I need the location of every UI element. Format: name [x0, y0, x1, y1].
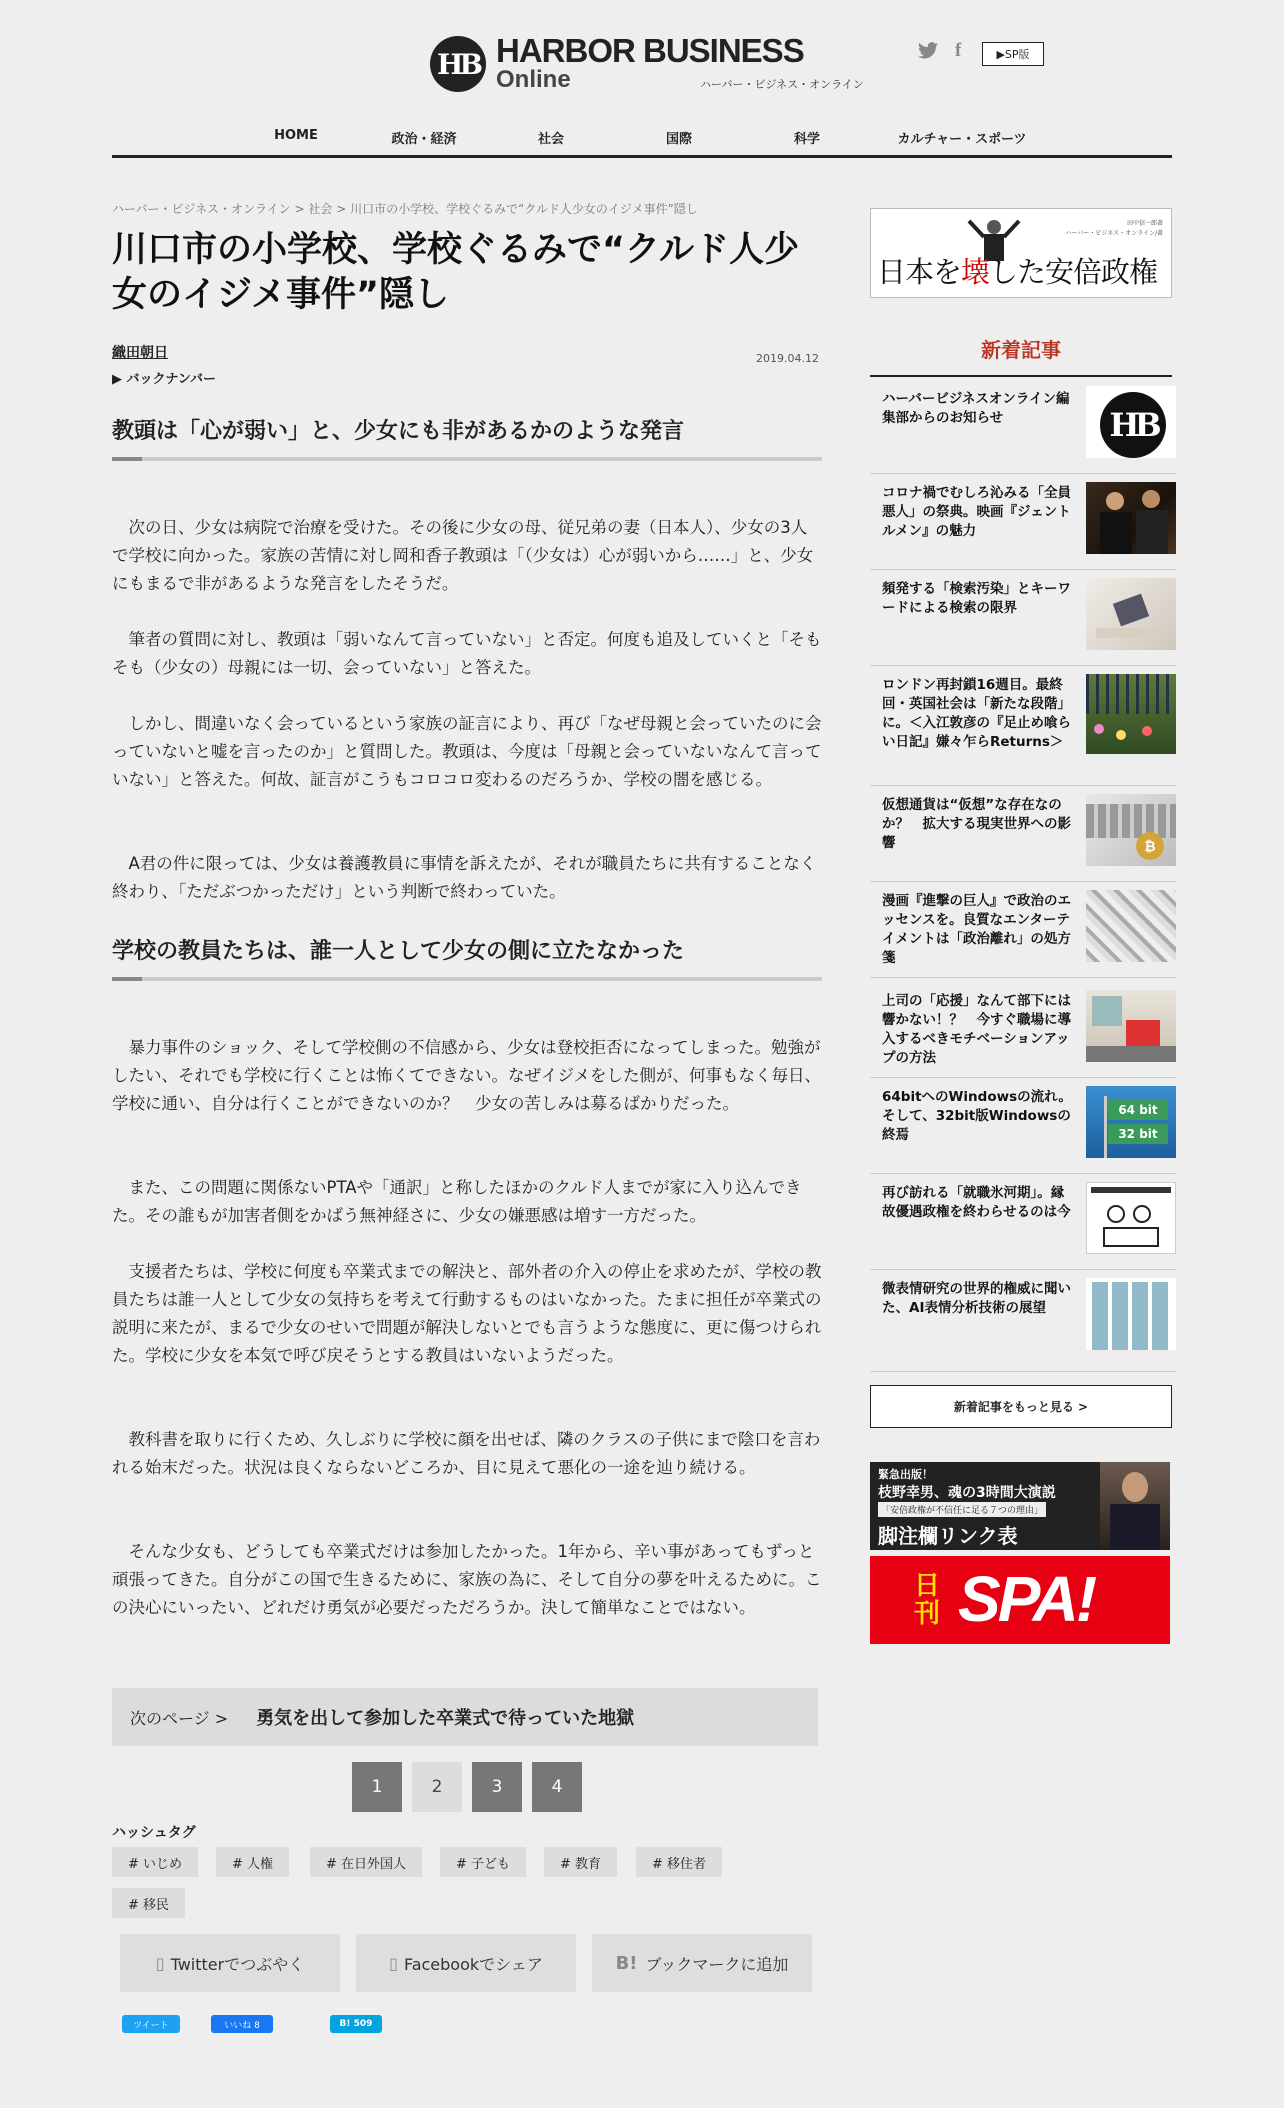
- sign-64bit: 64 bit: [1108, 1100, 1168, 1120]
- subheading-2: 学校の教員たちは、誰一人として少女の側に立たなかった: [112, 934, 822, 981]
- breadcrumb-sep: >: [290, 202, 309, 216]
- page-3[interactable]: 3: [472, 1762, 522, 1812]
- facebook-icon: ▯: [389, 1953, 398, 1973]
- sidebar-article[interactable]: [870, 988, 1176, 1078]
- new-articles-title: 新着記事: [870, 334, 1172, 377]
- facebook-icon[interactable]: f: [955, 40, 962, 61]
- share-hatena-label: ブックマークに追加: [645, 1954, 789, 1974]
- sidebar-article[interactable]: [870, 480, 1176, 570]
- page-4[interactable]: 4: [532, 1762, 582, 1812]
- hb-logo-thumb: HB: [1086, 386, 1176, 458]
- bit-thumb: [1086, 1086, 1176, 1158]
- nikkan-spa-banner[interactable]: [870, 1556, 1170, 1644]
- share-facebook-label: Facebookでシェア: [403, 1954, 543, 1974]
- share-twitter-label: Twitterでつぶやく: [170, 1954, 305, 1974]
- share-hatena-button[interactable]: [592, 1934, 812, 1992]
- main-nav: [112, 118, 1172, 158]
- paragraph: 暴力事件のショック、そして学校側の不信感から、少女は登校拒否になってしまった。勉強がしたい、それでも学校に行くことは怖くてできない。なぜイジメをした側が、何事もなく毎日、学校に通い、自分は行くことができないのか？ 少女の苦しみは募るばかりだった。: [112, 1038, 822, 1113]
- page-1[interactable]: 1: [352, 1762, 402, 1812]
- next-page-link[interactable]: [112, 1688, 818, 1746]
- sidebar-article-title: 64bitへのWindowsの流れ。そして、32bit版Windowsの終焉: [882, 1089, 1072, 1143]
- banner2-line2: 枝野幸男、魂の3時間大演説: [878, 1485, 1056, 1501]
- faces-thumb: [1086, 1278, 1176, 1350]
- book-title-a: 日本を: [877, 255, 962, 289]
- hashtag[interactable]: # 移民: [112, 1888, 185, 1918]
- sidebar-article[interactable]: [870, 792, 1176, 882]
- backnumber-link[interactable]: ▶ バックナンバー: [112, 372, 216, 387]
- flowers-thumb: [1086, 674, 1176, 754]
- hashtag-title: ハッシュタグ: [112, 1825, 196, 1841]
- sidebar-article-title: ロンドン再封鎖16週目。最終回・英国社会は「新たな段階」に。＜入江敦彦の『足止め喰らい日記』嫌々乍らReturns＞: [882, 677, 1071, 750]
- sidebar-article-title: 仮想通貨は“仮想”な存在なのか？ 拡大する現実世界への影響: [882, 797, 1071, 851]
- hashtag[interactable]: # いじめ: [112, 1847, 198, 1877]
- paragraph: 支援者たちは、学校に何度も卒業式までの解決と、部外者の介入の停止を求めたが、学校の教員たちは誰一人として少女の気持ちを考えて行動するものはいなかった。たまに担任が卒業式の説明に来たが、まるで少女のせいで問題が解決しないとでも言うような態度に、更に傷つけられた。学校に少女を本気で呼び戻そうとする教員はいないようだった。: [112, 1262, 822, 1365]
- sp-version-button[interactable]: ▶SP版: [982, 42, 1044, 66]
- publish-date: 2019.04.12: [756, 352, 819, 365]
- sidebar-article-title: 頻発する「検索汚染」とキーワードによる検索の限界: [882, 581, 1071, 616]
- breadcrumb: [112, 200, 698, 217]
- page-title: 川口市の小学校、学校ぐるみで“クルド人少女のイジメ事件”隠し: [112, 230, 799, 315]
- paragraph: しかし、間違いなく会っているという家族の証言により、再び「なぜ母親と会っていたのに会っていないと嘘を言ったのか」と質問した。教頭は、今度は「母親と会っていないなんて言っていない」と答えた。何故、証言がこうもコロコロ変わるのだろうか、学校の闇を感じる。: [112, 714, 822, 789]
- sidebar-article[interactable]: [870, 1180, 1176, 1270]
- share-facebook-button[interactable]: [356, 1934, 576, 1992]
- book-author: [1066, 219, 1163, 239]
- next-page-title: 勇気を出して参加した卒業式で待っていた地獄: [256, 1708, 635, 1729]
- more-new-articles-button[interactable]: 新着記事をもっと見る >: [870, 1385, 1172, 1428]
- sidebar-article[interactable]: [870, 888, 1176, 978]
- breadcrumb-category[interactable]: 社会: [308, 202, 333, 216]
- paragraph: また、この問題に関係ないPTAや「通訳」と称したほかのクルド人までが家に入り込んできた。その誰もが加害者側をかばう無神経さに、少女の嫌悪感は増す一方だった。: [112, 1178, 802, 1225]
- paragraph: A君の件に限っては、少女は養護教員に事情を訴えたが、それが職員たちに共有することなく終わり、「ただぶつかっただけ」という判断で終わっていた。: [112, 854, 817, 901]
- movie-thumb: [1086, 482, 1176, 554]
- nav-international[interactable]: 国際: [665, 132, 693, 147]
- sidebar-article-title: ハーバービジネスオンライン編集部からのお知らせ: [882, 391, 1070, 426]
- search-thumb: [1086, 578, 1176, 650]
- nav-politics[interactable]: 政治・経済: [391, 132, 457, 147]
- nav-society[interactable]: 社会: [537, 132, 565, 147]
- sidebar-article[interactable]: [870, 384, 1176, 474]
- twitter-icon[interactable]: [918, 42, 938, 64]
- sidebar-article[interactable]: [870, 1084, 1176, 1174]
- nav-home[interactable]: HOME: [274, 128, 318, 143]
- nav-science[interactable]: 科学: [793, 132, 821, 147]
- next-page-label: 次のページ >: [130, 1708, 229, 1728]
- sidebar-article[interactable]: [870, 576, 1176, 666]
- hashtag[interactable]: # 在日外国人: [310, 1847, 422, 1877]
- hashtag[interactable]: # 子ども: [440, 1847, 526, 1877]
- author-link[interactable]: 織田朝日: [112, 345, 168, 361]
- breadcrumb-sep: >: [332, 202, 351, 216]
- breadcrumb-current: 川口市の小学校、学校ぐるみで“クルド人少女のイジメ事件”隠し: [350, 202, 698, 216]
- hatena-mini-button[interactable]: B! 509: [330, 2015, 382, 2033]
- logo-mark: HB: [430, 36, 486, 92]
- logo-name: HARBOR BUSINESS: [496, 32, 804, 69]
- share-twitter-button[interactable]: [120, 1934, 340, 1992]
- hashtag[interactable]: # 移住者: [636, 1847, 722, 1877]
- subheading-1: 教頭は「心が弱い」と、少女にも非があるかのような発言: [112, 414, 822, 461]
- book-publisher: ハーバー・ビジネス・オンライン/著: [1065, 230, 1163, 237]
- hashtag[interactable]: # 人権: [216, 1847, 289, 1877]
- like-mini-button[interactable]: いいね 8: [211, 2015, 273, 2033]
- paragraph: 筆者の質問に対し、教頭は「弱いなんて言っていない」と否定。何度も追及していくと「そもそも（少女の）母親には一切、会っていない」と答えた。: [112, 630, 822, 677]
- paragraph: 教科書を取りに行くため、久しぶりに学校に顔を出せば、隣のクラスの子供にまで陰口を言われる始末だった。状況は良くならないどころか、目に見えて悪化の一途を辿り続ける。: [112, 1430, 821, 1477]
- office-thumb: [1086, 990, 1176, 1062]
- sign-32bit: 32 bit: [1108, 1124, 1168, 1144]
- breadcrumb-home[interactable]: ハーバー・ビジネス・オンライン: [112, 202, 291, 216]
- sidebar-article[interactable]: [870, 672, 1176, 786]
- logo-online: Online: [496, 66, 571, 93]
- hatena-icon: B!: [615, 1952, 638, 1974]
- politician-photo: [1100, 1462, 1170, 1550]
- nikkan-label: 日刊: [914, 1571, 941, 1629]
- twitter-icon: ▯: [155, 1953, 165, 1973]
- book-banner[interactable]: [870, 208, 1172, 298]
- manga-thumb: [1086, 890, 1176, 962]
- edano-speech-banner[interactable]: [870, 1462, 1170, 1550]
- book-author-name: 田中信一郎著: [1126, 220, 1163, 227]
- paragraph: 次の日、少女は病院で治療を受けた。その後に少女の母、従兄弟の妻（日本人）、少女の3人で学校に向かった。家族の苦情に対し岡和香子教頭は「（少女は）心が弱いから……」と、少女にもまるで非があるような発言をしたそうだ。: [112, 518, 814, 593]
- banner2-line4: 脚注欄リンク表: [878, 1524, 1018, 1548]
- sidebar-article-title: 漫画『進撃の巨人』で政治のエッセンスを。良質なエンターテイメントは「政治離れ」の処方箋: [882, 893, 1071, 966]
- nav-culture[interactable]: カルチャー・スポーツ: [897, 132, 1027, 147]
- book-title-b: 壊: [961, 255, 990, 289]
- coin-thumb: ₿: [1086, 794, 1176, 866]
- sidebar-article-title: 再び訪れる「就職氷河期」。縁故優遇政権を終わらせるのは今: [882, 1185, 1071, 1220]
- banner2-line3: 「安倍政権が不信任に足る７つの理由」: [878, 1502, 1046, 1517]
- spa-logo: SPA!: [958, 1563, 1095, 1635]
- sidebar-article-title: 微表情研究の世界的権威に聞いた、AI表情分析技術の展望: [882, 1281, 1071, 1316]
- logo-kana: ハーバー・ビジネス・オンライン: [700, 78, 864, 91]
- book-title-c: した安倍政権: [989, 255, 1158, 289]
- banner2-line1: 緊急出版！: [878, 1468, 933, 1481]
- hashtag[interactable]: # 教育: [544, 1847, 617, 1877]
- comic-thumb: [1086, 1182, 1176, 1254]
- paragraph: そんな少女も、どうしても卒業式だけは参加したかった。1年から、辛い事があってもずっと頑張ってきた。自分がこの国で生きるために、家族の為に、そして自分の夢を叶えるために。この決心にいったい、どれだけ勇気が必要だっただろうか。決して簡単なことではない。: [112, 1542, 822, 1617]
- sidebar-article-title: 上司の「応援」なんて部下には響かない！？ 今すぐ職場に導入するべきモチベーションアップの方法: [882, 993, 1071, 1066]
- book-title: [877, 250, 1157, 291]
- site-logo[interactable]: [430, 30, 864, 94]
- page-2-current: 2: [412, 1762, 462, 1812]
- tweet-mini-button[interactable]: ツイート: [122, 2015, 180, 2033]
- sidebar-article-title: コロナ禍でむしろ沁みる「全員悪人」の祭典。映画『ジェントルメン』の魅力: [882, 485, 1071, 539]
- sidebar-article[interactable]: [870, 1276, 1176, 1372]
